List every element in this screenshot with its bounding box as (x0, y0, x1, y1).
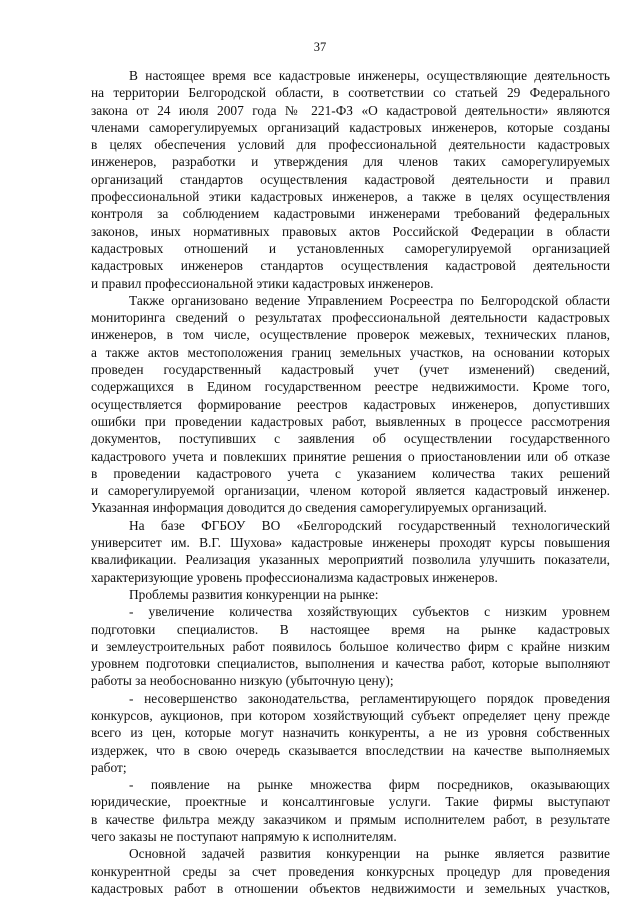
text-line: Указанная информация доводится до сведения саморегулируемых организаций. (91, 500, 547, 516)
text-line: В настоящее время все кадастровые инженеры, осуществляющие деятельность (129, 68, 610, 83)
text-line: профессиональной этики кадастровых инженеров, а также в целях осуществления (91, 189, 610, 205)
text-line: закона от 24 июля 2007 года № 221-ФЗ «О кадастровой деятельности» являются (91, 102, 610, 118)
text-line: работ; (91, 759, 127, 775)
text-line: работы за необоснованно низкую (убыточную цену); (91, 673, 394, 689)
text-line: в качестве фильтра между заказчиком и прямым исполнителем работ, в результате (91, 811, 610, 827)
text-line: - увеличение количества хозяйствующих субъектов с низким уровнем (129, 604, 610, 620)
text-line: кадастровых инженеров стандартов осуществления кадастровой деятельности (91, 258, 610, 274)
text-line: документов, поступивших с заявления об осуществлении государственного (91, 431, 610, 447)
text-line: в проведении кадастрового учета с указанием количества таких решений (91, 465, 610, 481)
text-line: квалификации. Реализация указанных мероприятий позволила улучшить показатели, (91, 552, 610, 568)
text-line: конкурентной среды за счет проведения конкурсных процедур для проведения (91, 863, 610, 879)
text-line: чего заказы не поступают напрямую к исполнителям. (91, 829, 397, 845)
text-line: Основной задачей развития конкуренции на рынке является развитие (129, 846, 610, 862)
text-line: На базе ФГБОУ ВО «Белгородский государственный технологический (129, 517, 610, 533)
page-number: 37 (313, 40, 327, 54)
text-line: содержащихся в Едином государственном реестре недвижимости. Кроме того, (91, 379, 610, 395)
text-line: кадастрового учета и повлекших принятие решения о приостановлении или об отказе (91, 448, 610, 464)
text-line: юридические, проектные и консалтинговые услуги. Такие фирмы выступают (91, 794, 610, 810)
text-line: издержек, что в свою очередь сказывается впоследствии на качестве выполняемых (91, 742, 610, 758)
text-line: Проблемы развития конкуренции на рынке: (129, 586, 379, 602)
text-line: проведен государственный кадастровый учет (учет изменений) сведений, (91, 362, 610, 378)
text-line: уровнем подготовки специалистов, выполнения и качества работ, которые выполняют (91, 656, 610, 672)
text-line: и землеустроительных работ появилось большое количество фирм с крайне низким (91, 638, 610, 654)
text-line: мониторинга сведений о результатах профессиональной деятельности кадастровых (91, 310, 610, 326)
text-line: подготовки специалистов. В настоящее время на рынке кадастровых (91, 621, 610, 637)
text-line: контроля за соблюдением кадастровыми инженерами требований федеральных (91, 206, 610, 222)
text-line: инженеров, разработки и утверждения для членов таких саморегулируемых (91, 154, 610, 170)
text-line: и правил профессиональной этики кадастровых инженеров. (91, 275, 434, 291)
text-line: характеризующие уровень профессионализма кадастровых инженеров. (91, 569, 498, 585)
text-line: осуществляется формирование реестров кадастровых инженеров, допустивших (91, 396, 610, 412)
text-line: университет им. В.Г. Шухова» кадастровые инженеры проходят курсы повышения (91, 535, 610, 551)
text-line: кадастровых отношений и установленных саморегулируемой организацией (91, 240, 610, 256)
document-body (91, 67, 610, 897)
text-line: членами саморегулируемых организаций кадастровых инженеров, которые созданы (91, 119, 610, 135)
text-line: законов, иных нормативных правовых актов Российской Федерации в области (91, 223, 610, 239)
text-line: - появление на рынке множества фирм посредников, оказывающих (129, 777, 610, 793)
text-line: инженеров, в том числе, осуществление проверок межевых, технических планов, (91, 327, 610, 343)
text-line: ошибки при проведении кадастровых работ, выявленных в процессе рассмотрения (91, 413, 610, 429)
text-line: и саморегулируемой организации, членом которой является кадастровый инженер. (91, 483, 610, 499)
text-line: организаций стандартов осуществления кадастровой деятельности и правил (91, 171, 610, 187)
text-line: в целях обеспечения условий для профессиональной деятельности кадастровых (91, 137, 610, 153)
text-line: кадастровых работ в отношении объектов недвижимости и земельных участков, (91, 880, 610, 896)
text-line: Также организовано ведение Управлением Росреестра по Белгородской области (129, 292, 610, 308)
text-line: на территории Белгородской области, в соответствии со статьей 29 Федерального (91, 85, 610, 101)
text-line: - несовершенство законодательства, регламентирующего порядок проведения (129, 690, 610, 706)
text-line: конкурсов, аукционов, при котором хозяйствующий субъект определяет цену прежде (91, 707, 610, 723)
text-line: всего из цен, которые могут назначить конкуренты, а не из уровня собственных (91, 725, 610, 741)
text-line: а также актов местоположения границ земельных участков, на основании которых (91, 344, 610, 360)
